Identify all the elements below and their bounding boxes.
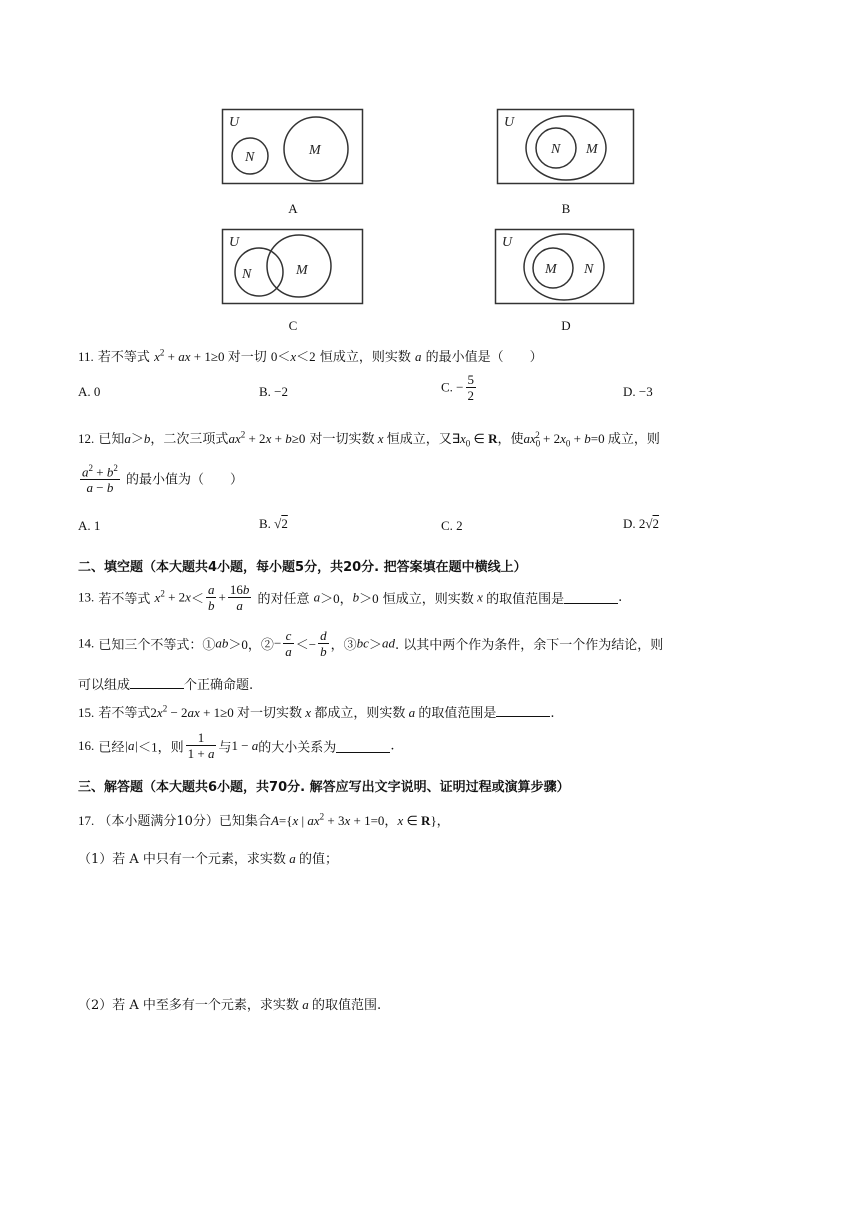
q12-text-3: 对一切实数 [309,432,375,447]
venn-d-n-label: N [584,262,594,277]
section-3-heading: 三、解答题（本大题共6小题，共70分. 解答应写出文字说明、证明过程或演算步骤） [78,780,570,795]
q14-text-2: ，② [247,638,274,653]
venn-caption-a: A [288,201,298,216]
q17-part-1: （1）若 A 中只有一个元素，求实数 a 的值； [78,851,338,867]
q14-answer-blank[interactable] [130,676,184,689]
q11-c-numerator: 5 [467,372,475,387]
venn-c-m-label: M [296,263,308,278]
venn-a-n-label: N [245,150,255,165]
q12-text-6: 成立，则 [607,432,660,447]
venn-d-m-label: M [545,262,557,277]
q17-part1-text: （1）若 A 中只有一个元素，求实数 [78,852,286,867]
q12-text-2: ，二次三项式 [150,432,229,447]
q14-number: 14. [78,635,95,651]
q16-text-4: 的大小关系为 [258,740,337,756]
q12-number: 12. [78,431,95,446]
venn-c-n-label: N [242,267,252,282]
q13-answer-blank[interactable] [564,591,618,604]
q13-text-2: 的对任意 [257,592,310,607]
q12-option-b-label: B. [259,516,275,531]
question-14-line-2 [78,674,253,693]
q15-answer-blank[interactable] [496,704,550,717]
question-13: 13. 若不等式 $x^2 + 2x<$ $\frac{a}{b}$ + $\frac{16b}{a}$ 的对任意 a＞0，b＞0 恒成立，则实数 x 的取值范围是 . [78,582,623,613]
venn-b-n-label: N [551,142,561,157]
q11-text-1: 若不等式 [97,350,150,365]
q11-option-b: B. −2 [259,384,289,399]
q11-option-d: D. −3 [623,384,653,399]
q12-option-d-label: D. 2 [623,516,646,531]
venn-c-u-label: U [229,235,240,250]
venn-diagram-a [221,108,365,186]
q13-text-5: 的取值范围是 [486,592,565,607]
q16-number: 16. [78,738,95,753]
q13-number: 13. [78,589,95,605]
question-17-stem: 17. （本小题满分10分）已知集合A={x | $ax^2 + 3x + 1=0$，x ∈ R}， [78,811,450,829]
venn-b-m-label: M [586,142,598,157]
q12-option-c: C. 2 [441,518,463,533]
q12-option-d: D. 2√2 [623,516,660,531]
q14-line2-b: 个正确命题. [184,678,254,693]
question-15: 15. 若不等式$2x^2 - 2ax + 1\ge 0$ 对一切实数 x 都成立，则实数 a 的取值范围是 . [78,703,555,721]
q12-option-a: A. 1 [78,518,101,533]
q16-answer-blank[interactable] [336,740,390,753]
q14-line2-a: 可以组成 [78,678,131,693]
venn-diagram-d [494,228,636,306]
q15-text-4: 的取值范围是 [418,706,497,721]
q15-text-3: 都成立，则实数 [314,706,406,721]
q11-option-a: A. 0 [78,384,101,399]
venn-diagram-b [496,108,636,186]
question-16: 16. 已经|a|＜1，则 $\frac{1}{1 + a}$ 与1 − a的大小关系为 . [78,730,395,761]
q11-c-denominator: 2 [467,388,475,403]
q17-head: （本小题满分10分）已知集合 [98,814,271,829]
q17-part2-end: 的取值范围. [311,998,382,1013]
q11-text-4: 的最小值是（ ） [425,350,543,365]
q15-text-2: 对一切实数 [237,706,303,721]
q12-text-1: 已知 [98,432,125,447]
q13-text-1: 若不等式 [98,592,151,607]
q14-text-3: ，③ [330,638,357,653]
q13-text-3: ， [339,592,353,607]
q16-text-3: 与 [218,740,232,756]
q12-text-7: 的最小值为（ ） [125,472,243,488]
venn-diagram-c [221,228,365,306]
venn-a-u-label: U [229,115,240,130]
venn-caption-c: C [288,318,298,333]
venn-a-m-label: M [309,143,321,158]
q11-number: 11. [78,349,94,364]
q16-text-2: ，则 [157,740,184,756]
q15-number: 15. [78,705,95,720]
q12-text-4: 恒成立，又 [386,432,452,447]
venn-d-u-label: U [502,235,513,250]
q12-fraction-line: $\frac{a^2 + b^2}{a - b}$ 的最小值为（ ） [82,463,243,496]
q17-part2-text: （2）若 A 中至多有一个元素，求实数 [78,998,299,1013]
venn-caption-d: D [561,318,571,333]
q17-part1-end: 的值； [298,852,338,867]
venn-b-u-label: U [504,115,515,130]
q11-option-c-label: C. − [441,379,464,395]
section-2-heading: 二、填空题（本大题共4小题，每小题5分，共20分. 把答案填在题中横线上） [78,560,527,575]
q11-text-2: 对一切 [227,350,267,365]
q15-text-1: 若不等式 [98,706,151,721]
question-14: 14. 已知三个不等式：①ab＞0，②− $\frac{c}{a}$ ＜− $\frac{d}{b}$ ，③bc＞ad. 以其中两个作为条件，余下一个作为结论，则 [78,628,664,659]
q11-text-3: 恒成立，则实数 [319,350,411,365]
q17-number: 17. [78,813,95,828]
q12-option-b: B. √2 [259,516,288,531]
venn-caption-b: B [561,201,571,216]
q17-part-2: （2）若 A 中至多有一个元素，求实数 a 的取值范围. [78,997,382,1013]
q14-text-4: . 以其中两个作为条件，余下一个作为结论，则 [394,638,664,653]
question-12-stem: 12. 已知a＞b，二次三项式$ax^2 + 2x + b\ge 0$ 对一切实数 x 恒成立，又$\exists x_0$ ∈ R，使$ax_0^2 + 2x_0 + b=0$ 成立，则 [78,429,660,449]
question-11-stem: 11. 若不等式 $x^2$ + ax + 1≥0 对一切 0＜x＜2 恒成立，则实数 a 的最小值是（ ） [78,347,543,365]
q13-text-4: 恒成立，则实数 [382,592,474,607]
q11-option-c [441,372,478,403]
q16-text-1: 已经 [98,740,125,756]
q14-text-1: 已知三个不等式：① [98,638,216,653]
q12-text-5: ，使 [497,432,524,447]
